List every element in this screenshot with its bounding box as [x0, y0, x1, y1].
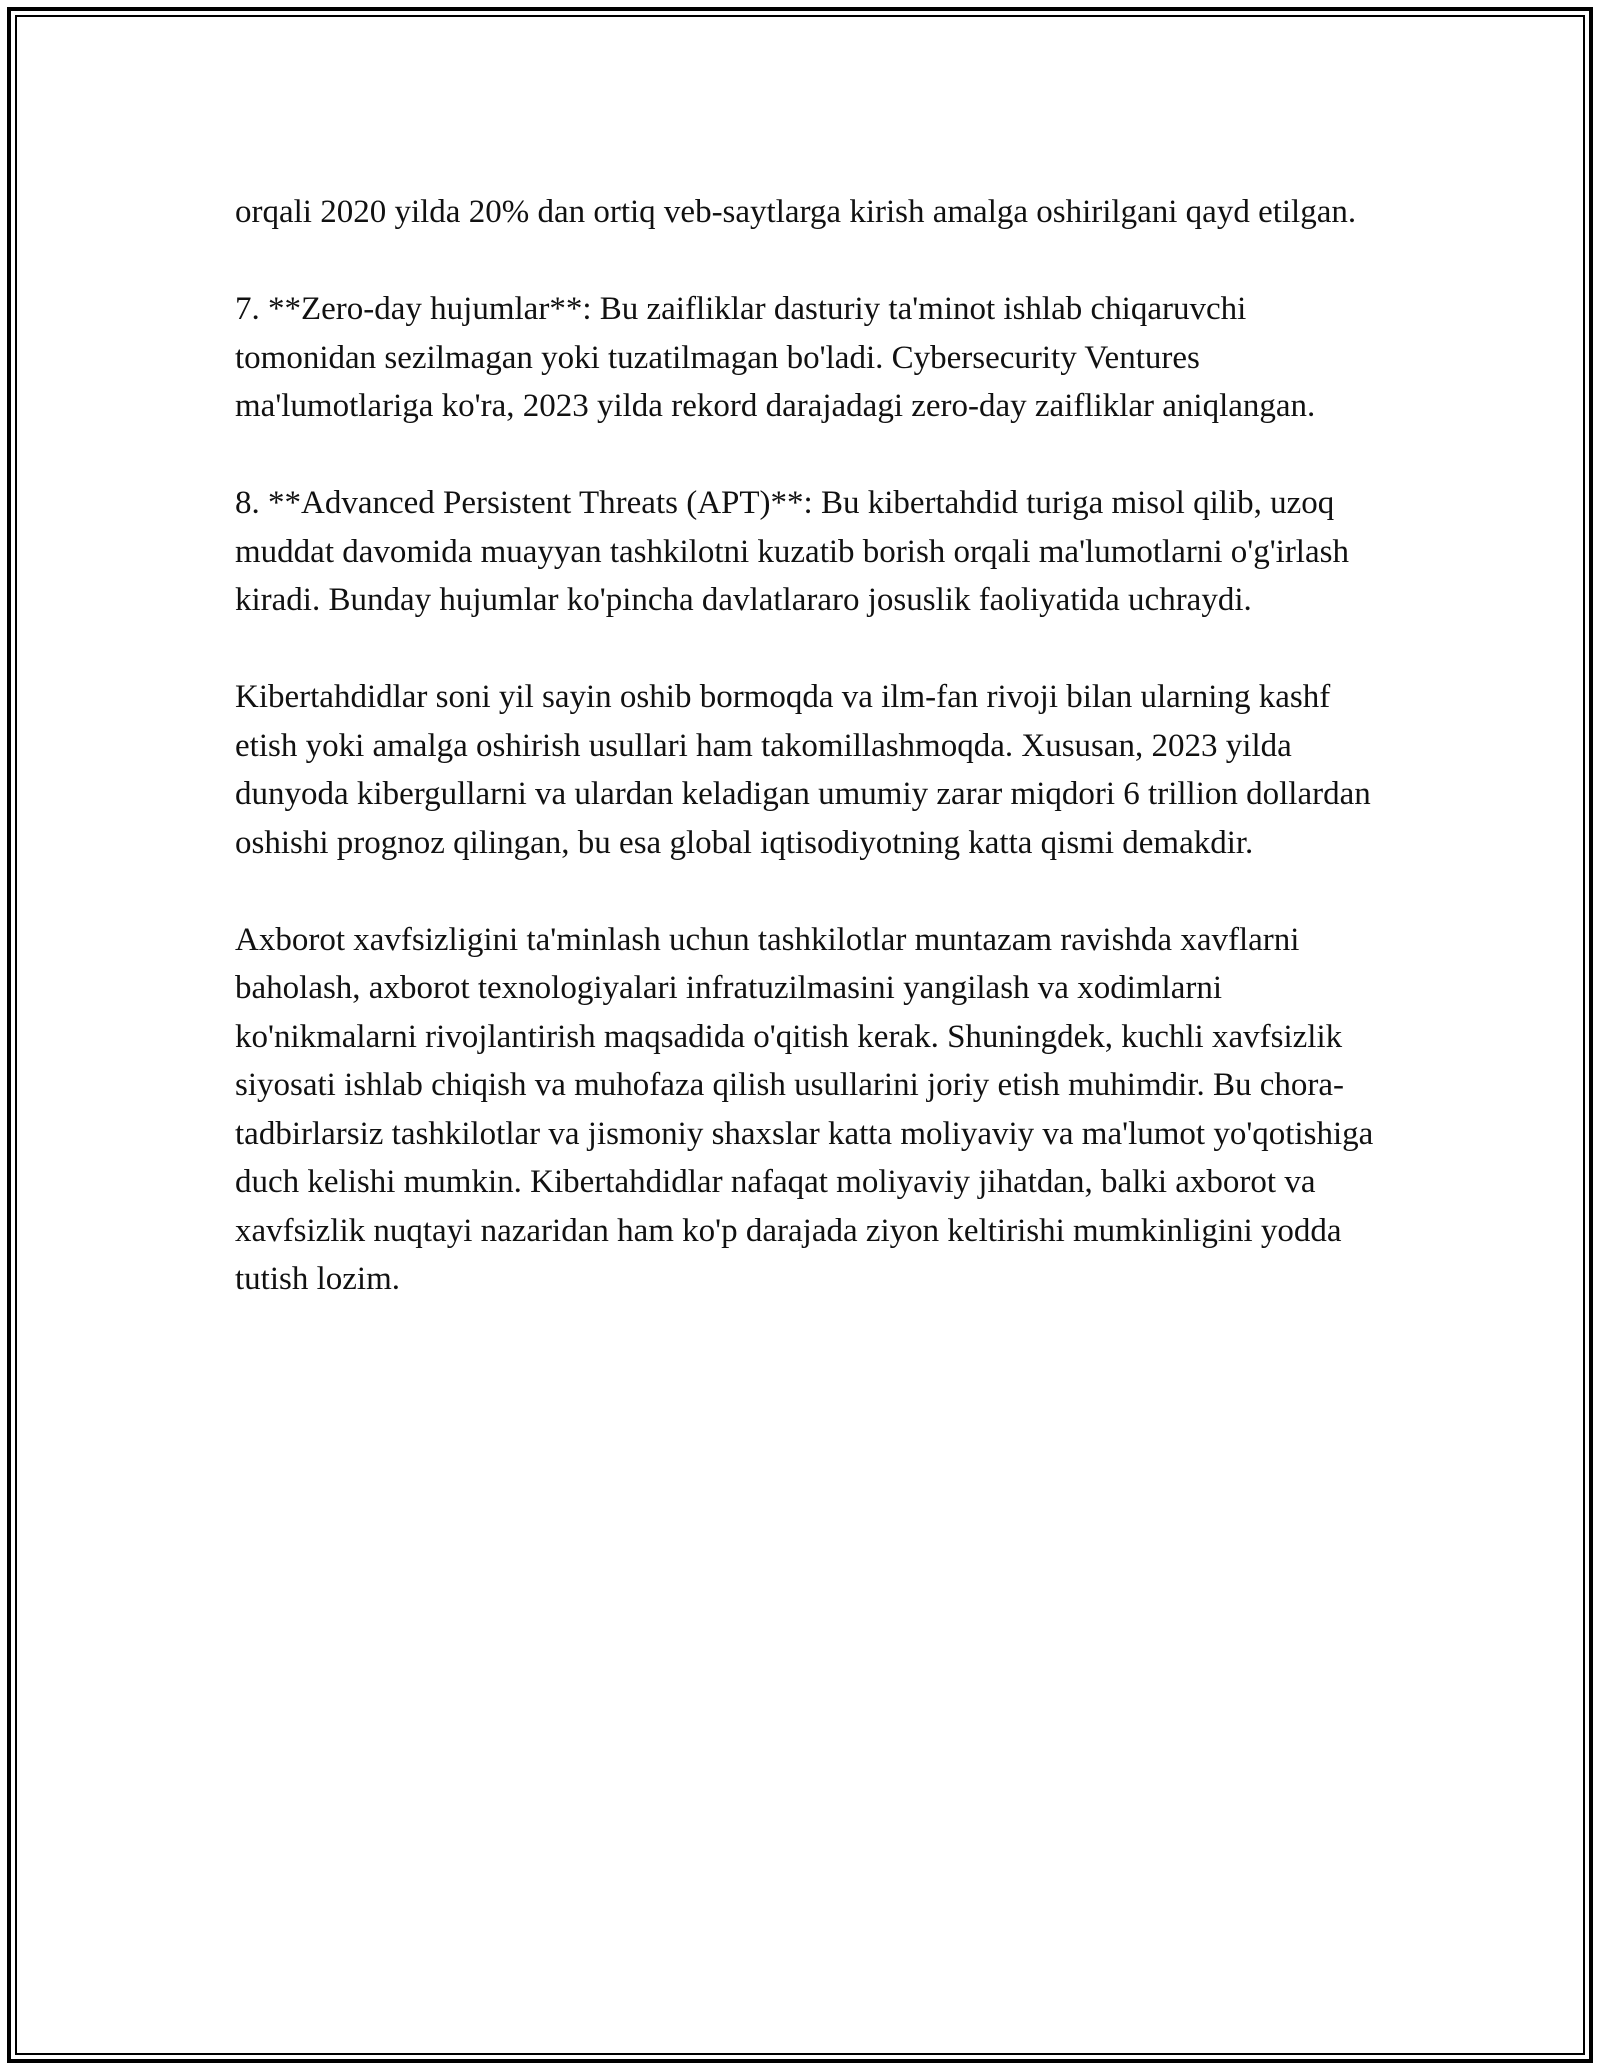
paragraph-zero-day-attacks: 7. **Zero-day hujumlar**: Bu zaifliklar dasturiy ta'minot ishlab chiqaruvchi tomonidan sezilmagan yoki tuzatilmagan bo'ladi. Cybersecurity Ventures ma'lumotlariga ko'ra, 2023 yilda rekord darajadagi zero-day zaifliklar aniqlangan. — [235, 291, 1316, 424]
document-body — [235, 188, 1375, 1352]
paragraph-threat-growth: Kibertahdidlar soni yil sayin oshib bormoqda va ilm-fan rivoji bilan ularning kashf etish yoki amalga oshirish usullari ham takomillashmoqda. Xususan, 2023 yilda dunyoda kibergullarni va ulardan keladigan umumiy zarar miqdori 6 trillion dollardan oshishi prognoz qilingan, bu esa global iqtisodiyotning katta qismi demakdir. — [235, 679, 1371, 861]
paragraph-apt-threats: 8. **Advanced Persistent Threats (APT)**: Bu kibertahdid turiga misol qilib, uzoq muddat davomida muayyan tashkilotni kuzatib borish orqali ma'lumotlarni o'g'irlash kiradi. Bunday hujumlar ko'pincha davlatlararo josuslik faoliyatida uchraydi. — [235, 485, 1349, 618]
paragraph-security-measures: Axborot xavfsizligini ta'minlash uchun tashkilotlar muntazam ravishda xavflarni baholash, axborot texnologiyalari infratuzilmasini yangilash va xodimlarni ko'nikmalarni rivojlantirish maqsadida o'qitish kerak. Shuningdek, kuchli xavfsizlik siyosati ishlab chiqish va muhofaza qilish usullarini joriy etish muhimdir. Bu chora-tadbirlarsiz tashkilotlar va jismoniy shaxslar katta moliyaviy va ma'lumot yo'qotishiga duch kelishi mumkin. Kibertahdidlar nafaqat moliyaviy jihatdan, balki axborot va xavfsizlik nuqtayi nazaridan ham ko'p darajada ziyon keltirishi mumkinligini yodda tutish lozim. — [235, 921, 1374, 1297]
paragraph-continuation: orqali 2020 yilda 20% dan ortiq veb-saytlarga kirish amalga oshirilgani qayd etilgan. — [235, 194, 1357, 230]
